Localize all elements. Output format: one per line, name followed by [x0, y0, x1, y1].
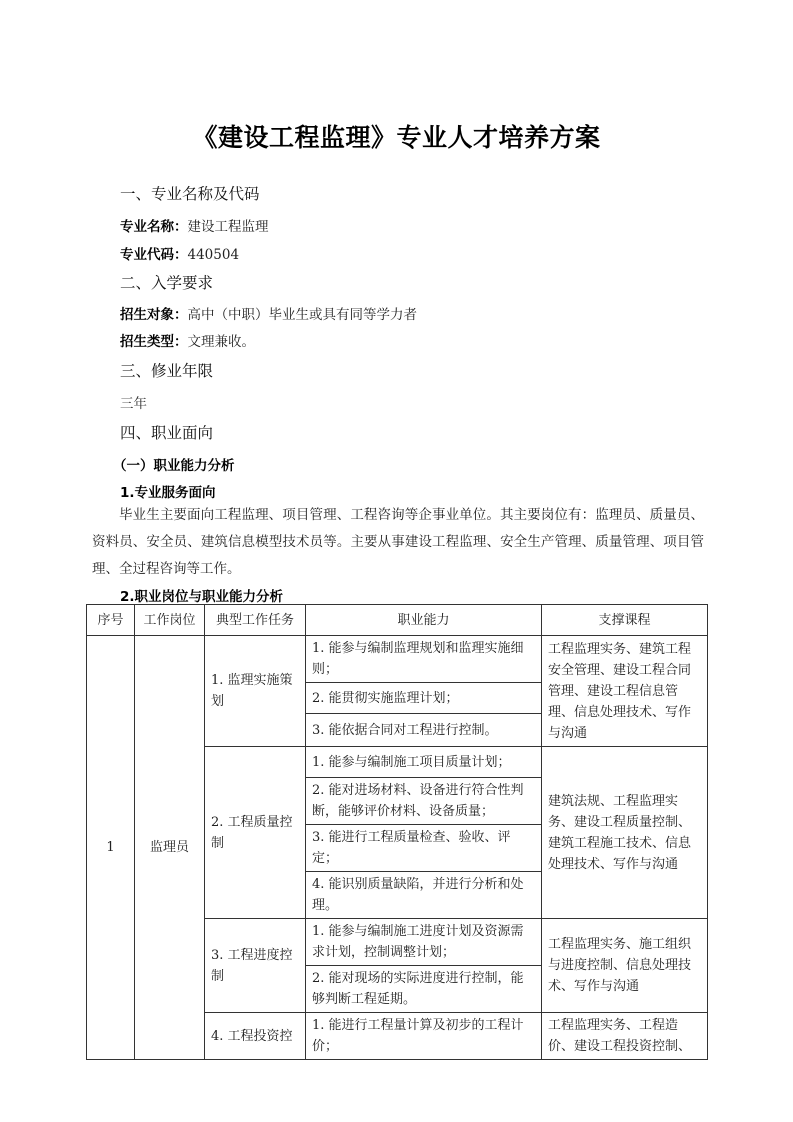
header-ability: 职业能力 — [306, 605, 542, 636]
ability-cell: 2. 能对现场的实际进度进行控制，能够判断工程延期。 — [306, 966, 542, 1013]
section-heading-career: 四、职业面向 — [120, 424, 214, 442]
position-ability-table — [86, 604, 708, 1060]
page-title: 《建设工程监理》专业人才培养方案 — [192, 123, 601, 152]
task-cell: 3. 工程进度控制 — [205, 919, 306, 1013]
major-code-value: 440504 — [187, 247, 240, 263]
task-cell: 4. 工程投资控 — [205, 1013, 306, 1060]
enrollment-type-label: 招生类型： — [120, 334, 188, 350]
major-name-field — [120, 215, 269, 235]
sub-heading-ability-analysis: （一）职业能力分析 — [113, 458, 235, 474]
ability-cell: 1. 能参与编制施工项目质量计划； — [306, 747, 542, 778]
enrollment-target-value: 高中（中职）毕业生或具有同等学力者 — [187, 307, 417, 323]
section-heading-major-name-code: 一、专业名称及代码 — [120, 185, 260, 203]
major-name-label: 专业名称： — [120, 219, 188, 235]
duration-value: 三年 — [120, 396, 147, 412]
task-cell: 1. 监理实施策划 — [205, 636, 306, 747]
ability-cell: 2. 能贯彻实施监理计划； — [306, 683, 542, 714]
enrollment-target-label: 招生对象： — [120, 307, 188, 323]
ability-cell: 3. 能依据合同对工程进行控制。 — [306, 714, 542, 747]
ability-cell: 3. 能进行工程质量检查、验收、评定； — [306, 825, 542, 872]
ability-cell: 2. 能对进场材料、设备进行符合性判断，能够评价材料、设备质量； — [306, 778, 542, 825]
row-position-cell: 监理员 — [135, 636, 205, 1060]
enrollment-type-field — [120, 330, 255, 350]
ability-cell: 1. 能进行工程量计算及初步的工程计价； — [306, 1013, 542, 1060]
major-name-value: 建设工程监理 — [187, 219, 269, 235]
major-code-label: 专业代码： — [120, 247, 188, 263]
item-heading-service-orientation: 1.专业服务面向 — [120, 485, 216, 501]
enrollment-type-value: 文理兼收。 — [187, 334, 255, 350]
header-position: 工作岗位 — [135, 605, 205, 636]
service-orientation-paragraph: 毕业生主要面向工程监理、项目管理、工程咨询等企事业单位。其主要岗位有：监理员、质量员、资料员、安全员、建筑信息模型技术员等。主要从事建设工程监理、安全生产管理、质量管理、项目管理、全过程咨询等工作。 — [92, 507, 704, 577]
header-task: 典型工作任务 — [205, 605, 306, 636]
courses-cell: 工程监理实务、建筑工程安全管理、建设工程合同管理、建设工程信息管理、信息处理技术、写作与沟通 — [542, 636, 708, 747]
item-heading-position-ability: 2.职业岗位与职业能力分析 — [120, 589, 284, 605]
ability-cell: 1. 能参与编制施工进度计划及资源需求计划，控制调整计划； — [306, 919, 542, 966]
enrollment-target-field — [120, 303, 417, 323]
courses-cell: 工程监理实务、工程造价、建设工程投资控制、 — [542, 1013, 708, 1060]
row-index-cell: 1 — [87, 636, 135, 1060]
ability-cell: 4. 能识别质量缺陷，并进行分析和处理。 — [306, 872, 542, 919]
major-code-field — [120, 243, 239, 263]
task-cell: 2. 工程质量控制 — [205, 747, 306, 919]
header-index: 序号 — [87, 605, 135, 636]
courses-cell: 工程监理实务、施工组织与进度控制、信息处理技术、写作与沟通 — [542, 919, 708, 1013]
table-row — [87, 636, 708, 683]
ability-cell: 1. 能参与编制监理规划和监理实施细则； — [306, 636, 542, 683]
table-header-row — [87, 605, 708, 636]
header-courses: 支撑课程 — [542, 605, 708, 636]
section-heading-admission: 二、入学要求 — [120, 274, 214, 292]
section-heading-duration: 三、修业年限 — [120, 362, 214, 380]
courses-cell: 建筑法规、工程监理实务、建设工程质量控制、建筑工程施工技术、信息处理技术、写作与沟通 — [542, 747, 708, 919]
